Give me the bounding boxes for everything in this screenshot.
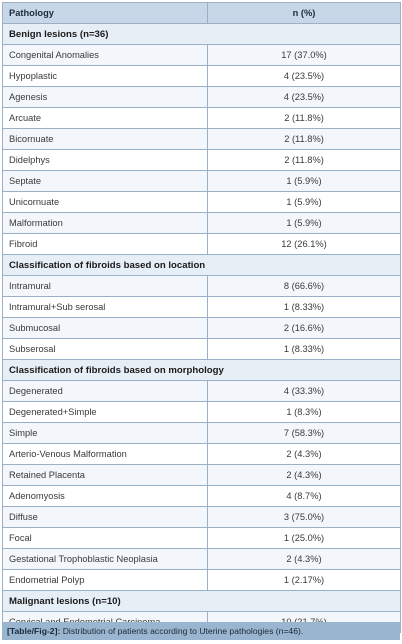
header-n-pct: n (%) <box>208 3 401 24</box>
row-label: Simple <box>3 423 208 444</box>
row-value: 1 (2.17%) <box>208 570 401 591</box>
table-row <box>3 297 401 318</box>
table-caption <box>2 622 400 640</box>
row-label: Diffuse <box>3 507 208 528</box>
table-row <box>3 45 401 66</box>
row-value: 7 (58.3%) <box>208 423 401 444</box>
section-header-row <box>3 24 401 45</box>
table-row <box>3 423 401 444</box>
row-label: Endometrial Polyp <box>3 570 208 591</box>
table-row <box>3 381 401 402</box>
row-label: Degenerated+Simple <box>3 402 208 423</box>
table-row <box>3 213 401 234</box>
header-pathology: Pathology <box>3 3 208 24</box>
row-label: Malformation <box>3 213 208 234</box>
row-label: Degenerated <box>3 381 208 402</box>
row-value: 2 (4.3%) <box>208 549 401 570</box>
table-row <box>3 444 401 465</box>
row-label: Adenomyosis <box>3 486 208 507</box>
table-row <box>3 171 401 192</box>
row-value: 8 (66.6%) <box>208 276 401 297</box>
row-value: 2 (4.3%) <box>208 465 401 486</box>
table-row <box>3 87 401 108</box>
row-value: 1 (25.0%) <box>208 528 401 549</box>
row-label: Bicornuate <box>3 129 208 150</box>
row-value: 1 (5.9%) <box>208 213 401 234</box>
table-row <box>3 528 401 549</box>
row-value: 2 (11.8%) <box>208 108 401 129</box>
row-label: Congenital Anomalies <box>3 45 208 66</box>
row-label: Intramural+Sub serosal <box>3 297 208 318</box>
row-label: Intramural <box>3 276 208 297</box>
row-value: 2 (4.3%) <box>208 444 401 465</box>
row-label: Septate <box>3 171 208 192</box>
row-label: Gestational Trophoblastic Neoplasia <box>3 549 208 570</box>
row-value: 1 (8.33%) <box>208 297 401 318</box>
row-label: Submucosal <box>3 318 208 339</box>
row-value: 17 (37.0%) <box>208 45 401 66</box>
row-label: Arcuate <box>3 108 208 129</box>
table-row <box>3 507 401 528</box>
table-header-row <box>3 3 401 24</box>
table-row <box>3 108 401 129</box>
table-row <box>3 276 401 297</box>
row-label: Arterio-Venous Malformation <box>3 444 208 465</box>
row-label: Hypoplastic <box>3 66 208 87</box>
table-row <box>3 339 401 360</box>
table-row <box>3 234 401 255</box>
table-row <box>3 486 401 507</box>
row-value: 2 (11.8%) <box>208 129 401 150</box>
row-value: 1 (8.3%) <box>208 402 401 423</box>
table-row <box>3 570 401 591</box>
row-label: Agenesis <box>3 87 208 108</box>
table-row <box>3 66 401 87</box>
section-title: Malignant lesions (n=10) <box>3 591 401 612</box>
row-label: Subserosal <box>3 339 208 360</box>
row-label: Focal <box>3 528 208 549</box>
row-value: 12 (26.1%) <box>208 234 401 255</box>
row-value: 3 (75.0%) <box>208 507 401 528</box>
section-header-row <box>3 591 401 612</box>
row-value: 2 (11.8%) <box>208 150 401 171</box>
pathology-table <box>2 2 401 633</box>
row-value: 1 (5.9%) <box>208 171 401 192</box>
section-header-row <box>3 255 401 276</box>
table-row <box>3 465 401 486</box>
table-row <box>3 318 401 339</box>
row-value: 2 (16.6%) <box>208 318 401 339</box>
section-title: Classification of fibroids based on morphology <box>3 360 401 381</box>
table-row <box>3 150 401 171</box>
row-value: 4 (33.3%) <box>208 381 401 402</box>
row-label: Unicornuate <box>3 192 208 213</box>
table-row <box>3 129 401 150</box>
row-label: Fibroid <box>3 234 208 255</box>
table-row <box>3 549 401 570</box>
table-row <box>3 192 401 213</box>
row-value: 1 (8.33%) <box>208 339 401 360</box>
section-header-row <box>3 360 401 381</box>
caption-text: Distribution of patients according to Uterine pathologies (n=46). <box>60 626 304 636</box>
caption-label: [Table/Fig-2]: <box>7 626 61 636</box>
row-value: 4 (23.5%) <box>208 87 401 108</box>
section-title: Benign lesions (n=36) <box>3 24 401 45</box>
row-label: Retained Placenta <box>3 465 208 486</box>
table-row <box>3 402 401 423</box>
row-value: 4 (23.5%) <box>208 66 401 87</box>
section-title: Classification of fibroids based on location <box>3 255 401 276</box>
row-label: Didelphys <box>3 150 208 171</box>
row-value: 1 (5.9%) <box>208 192 401 213</box>
row-value: 4 (8.7%) <box>208 486 401 507</box>
table-body <box>3 24 401 633</box>
